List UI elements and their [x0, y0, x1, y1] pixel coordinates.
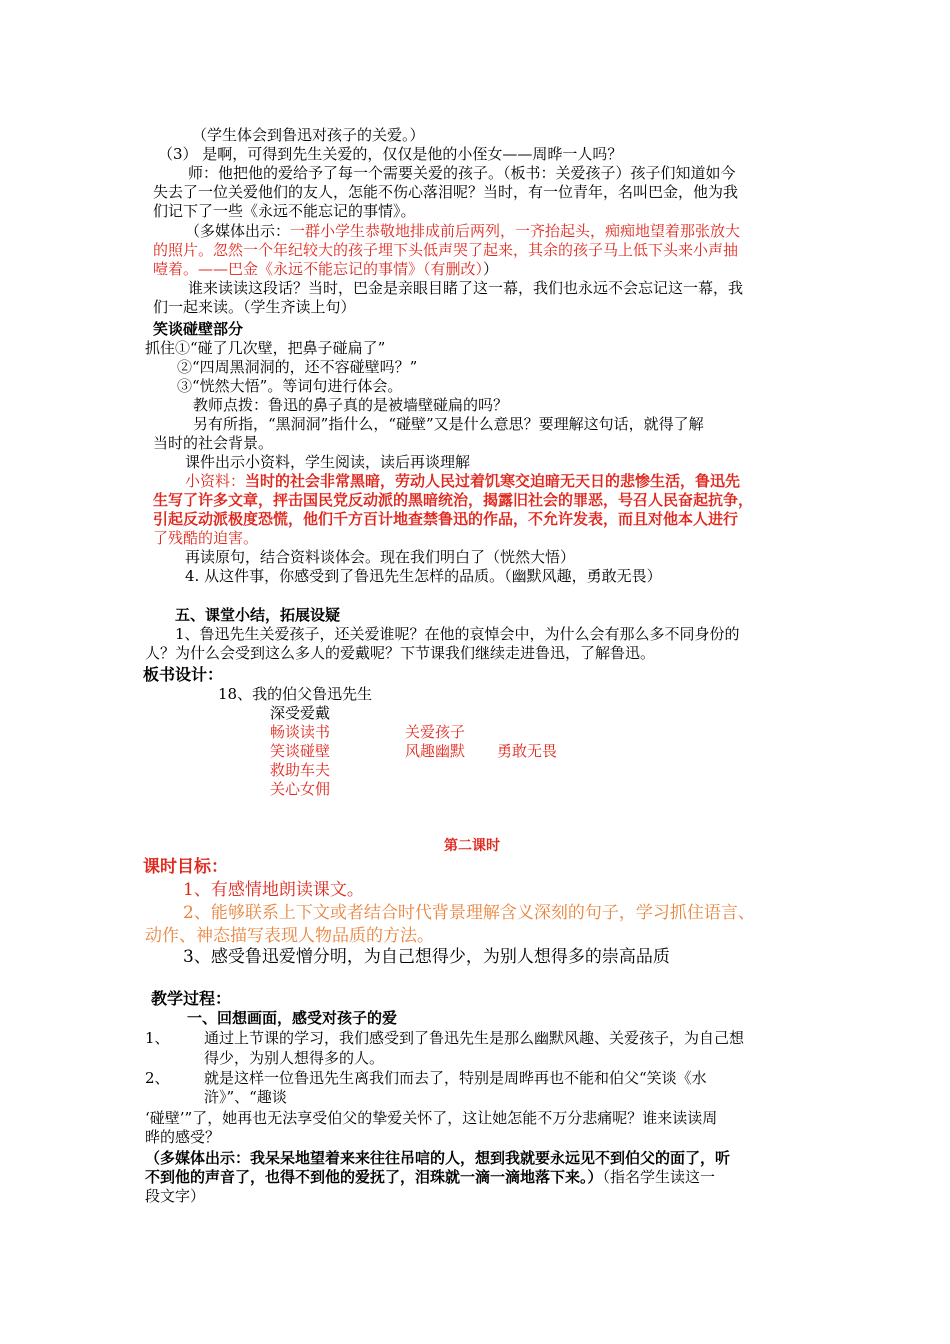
text-line: （3） 是啊，可得到先生关爱的，仅仅是他的小侄女——周晔一人吗？: [158, 145, 623, 163]
text-line: [145, 1168, 715, 1187]
material-label: 小资料：: [185, 472, 246, 490]
section-heading: 一、回想画面，感受对孩子的爱: [187, 1009, 398, 1027]
goals-heading: 课时目标：: [143, 857, 228, 877]
board-quality: 关爱孩子: [405, 723, 466, 741]
text-line: 失去了一位关爱他们的友人，怎能不伤心落泪呢？当时，有一位青年，名叫巴金，他为我: [153, 183, 739, 201]
board-quality: 风趣幽默: [405, 742, 466, 760]
closing-paren: ）: [483, 260, 499, 278]
text-line: （学生体会到鲁迅对孩子的关爱。）: [192, 126, 425, 144]
text-line: 课件出示小资料，学生阅读，读后再谈理解: [185, 453, 471, 471]
section-heading: 笑谈碰壁部分: [153, 320, 244, 338]
text-line: 晔的感受？: [145, 1128, 221, 1146]
text-line: 通过上节课的学习，我们感受到了鲁迅先生是那么幽默风趣、关爱孩子，为自己想: [204, 1029, 745, 1047]
text-line: 抓住①“碰了几次壁，把鼻子碰扁了”: [145, 339, 386, 357]
board-item: 笑谈碰壁: [270, 742, 331, 760]
goal-item: 动作、神态描写表现人物品质的方法。: [145, 926, 434, 946]
text-line: 另有所指，“黑洞洞”指什么，“碰壁”又是什么意思？要理解这句话，就得了解: [193, 415, 704, 433]
process-heading: 教学过程：: [151, 989, 232, 1008]
goal-item: 3、感受鲁迅爱憎分明，为自己想得少，为别人想得多的崇高品质: [183, 947, 670, 967]
media-prefix: （多媒体出示：: [185, 222, 291, 240]
text-line: 4. 从这件事，你感受到了鲁迅先生怎样的品质。（幽默风趣，勇敢无畏）: [185, 567, 662, 585]
media-text: 不到他的声音了，也得不到他的爱抚了，泪珠就一滴一滴地落下来。）: [145, 1168, 603, 1186]
quote-text: 噎着。——巴金《永远不能忘记的事情》（有删改）: [153, 260, 484, 278]
list-number: 1、: [145, 1029, 170, 1047]
text-line: 师：他把他的爱给予了每一个需要关爱的孩子。（板书：关爱孩子）孩子们知道如今: [188, 164, 736, 182]
material-text: 生写了许多文章，抨击国民党反动派的黑暗统治，揭露旧社会的罪恶，号召人民奋起抗争，: [153, 491, 754, 509]
board-item: 救助车夫: [270, 761, 331, 779]
board-root: 深受爱戴: [270, 704, 331, 722]
text-line: ③“恍然大悟”。等词句进行体会。: [177, 377, 403, 395]
text-line: 们记下了一些《永远不能忘记的事情》。: [153, 202, 416, 220]
text-line: 就是这样一位鲁迅先生离我们而去了，特别是周晔再也不能和伯父“笑谈《水: [204, 1069, 707, 1087]
text-line: [185, 222, 740, 241]
text-line: ②“四周黑洞洞的，还不容碰壁吗？”: [177, 358, 418, 376]
goal-item: 2、能够联系上下文或者结合时代背景理解含义深刻的句子，学习抓住语言、: [183, 903, 755, 923]
text-line: 当时的社会背景。: [153, 434, 274, 452]
material-text: 了残酷的迫害。: [153, 529, 259, 547]
board-quality: 勇敢无畏: [497, 742, 558, 760]
quote-text: 的照片。忽然一个年纪较大的孩子埋下头低声哭了起来，其余的孩子马上低下头来小声抽: [153, 241, 739, 259]
lesson-title: 第二课时: [444, 838, 500, 854]
text-line: ‘碰壁’”了，她再也无法享受伯父的挚爱关怀了，这让她怎能不万分悲痛呢？谁来读读周: [145, 1109, 718, 1127]
board-item: 关心女佣: [270, 780, 331, 798]
text-line: 教师点拨：鲁迅的鼻子真的是被墙壁碰扁的吗？: [193, 396, 509, 414]
text-line: 谁来读读这段话？当时，巴金是亲眼目睹了这一幕，我们也永远不会忘记这一幕，我: [188, 279, 744, 297]
media-text: （多媒体出示：我呆呆地望着来来往往吊唁的人，想到我就要永远见不到伯父的面了，听: [145, 1149, 731, 1167]
goal-item: 1、有感情地朗读课文。: [183, 880, 364, 900]
text-line: 1、鲁迅先生关爱孩子，还关爱谁呢？在他的哀悼会中，为什么会有那么多不同身份的: [175, 625, 740, 643]
text-line: 浒》”、“趣谈: [204, 1088, 287, 1106]
text-line: [153, 260, 498, 279]
section-heading: 五、课堂小结，拓展设疑: [175, 606, 341, 624]
board-title: 18、我的伯父鲁迅先生: [218, 685, 373, 703]
text-line: 段文字）: [145, 1187, 206, 1205]
text-line: 得少，为别人想得多的人。: [204, 1049, 385, 1067]
quote-text: 一群小学生恭敬地排成前后两列，一齐抬起头，痴痴地望着那张放大: [290, 222, 741, 240]
text-line: 人？为什么会受到这么多人的爱戴呢？下节课我们继续走进鲁迅，了解鲁迅。: [145, 644, 656, 662]
material-content: 当时的社会非常黑暗，劳动人民过着饥寒交迫暗无天日的悲惨生活，鲁迅先: [245, 472, 741, 490]
text-line: 再读原句，结合资料谈体会。现在我们明白了（恍然大悟）: [185, 548, 576, 566]
list-number: 2、: [145, 1069, 170, 1087]
board-item: 畅谈读书: [270, 723, 331, 741]
material-text: [185, 472, 740, 491]
board-heading: 板书设计：: [143, 665, 224, 684]
material-text: 引起反动派极度恐慌，他们千方百计地查禁鲁迅的作品，不允许发表，而且对他本人进行: [153, 510, 739, 528]
text-line: 们一起来读。（学生齐读上句）: [153, 298, 356, 316]
instruction-text: （指名学生读这一: [602, 1168, 716, 1186]
